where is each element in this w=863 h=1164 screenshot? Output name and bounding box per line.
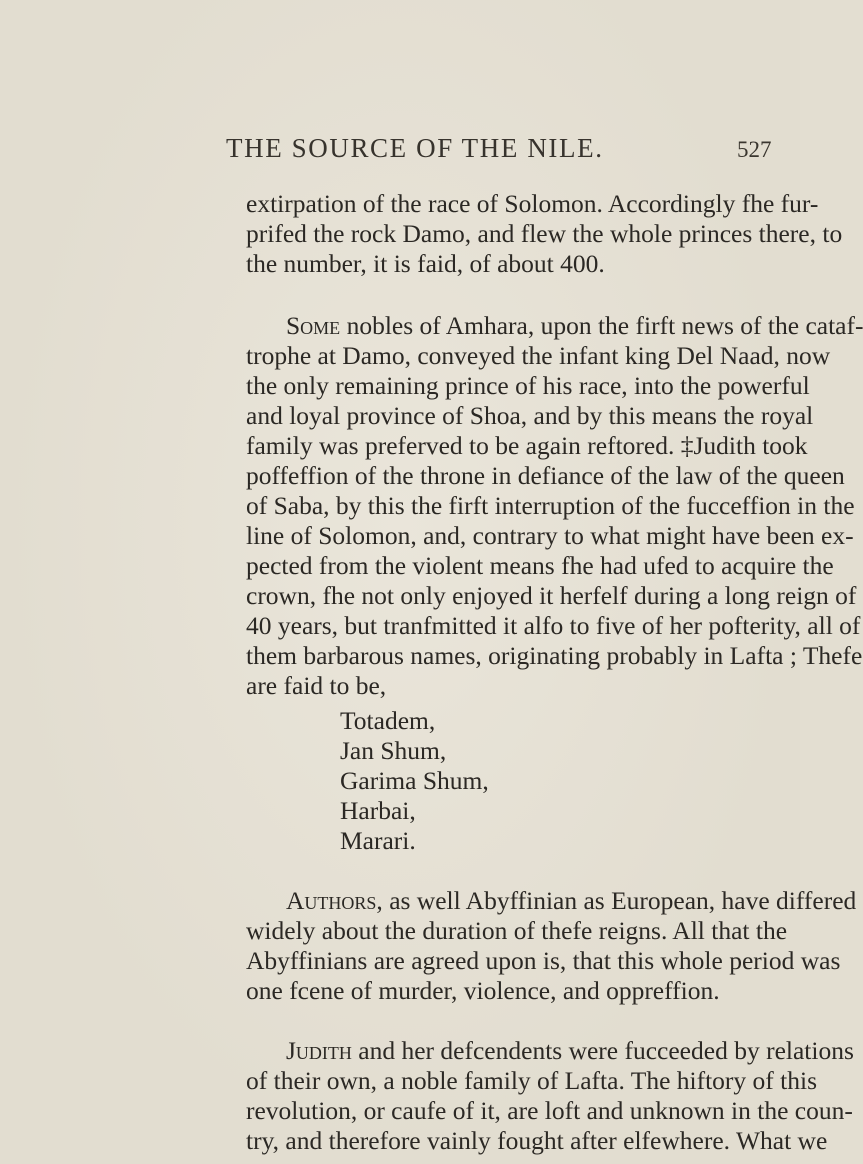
text-line: and loyal province of Shoa, and by this means the royal (246, 401, 814, 430)
king-name: Harbai, (340, 796, 416, 825)
text-line: poffeffion of the throne in defiance of the law of the queen (246, 461, 845, 490)
text-line: of their own, a noble family of Lafta. The hiftory of this (246, 1066, 817, 1095)
text-line: the only remaining prince of his race, into the powerful (246, 371, 810, 400)
text-line: revolution, or caufe of it, are loft and unknown in the coun- (246, 1096, 853, 1125)
text-line: extirpation of the race of Solomon. Accordingly fhe fur- (246, 189, 819, 218)
running-head: THE SOURCE OF THE NILE. (226, 133, 604, 163)
text-line: are faid to be, (246, 671, 387, 700)
paragraph-first-line (286, 886, 856, 916)
text-line: Abyffinians are agreed upon is, that this whole period was (246, 946, 841, 975)
king-name: Totadem, (340, 706, 436, 735)
text-line: widely about the duration of thefe reigns. All that the (246, 916, 788, 945)
text-line: family was preferved to be again reftored. ‡Judith took (246, 431, 808, 460)
text-line: line of Solomon, and, contrary to what might have been ex- (246, 521, 854, 550)
paragraph-first-line (286, 311, 863, 341)
text-line: pected from the violent means fhe had ufed to acquire the (246, 551, 834, 580)
paragraph-lead-word: Judith (286, 1036, 352, 1065)
paragraph-first-line (286, 1036, 854, 1066)
text-line: nobles of Amhara, upon the firft news of the cataf- (340, 311, 863, 340)
text-line: of Saba, by this the firft interruption of the fucceffion in the (246, 491, 855, 520)
text-line: try, and therefore vainly fought after elfewhere. What we (246, 1126, 828, 1155)
text-line: prifed the rock Damo, and flew the whole princes there, to (246, 219, 843, 248)
text-line: crown, fhe not only enjoyed it herfelf during a long reign of (246, 581, 857, 610)
text-line: one fcene of murder, violence, and oppreffion. (246, 976, 720, 1005)
text-line: and her defcendents were fucceeded by relations (351, 1036, 854, 1065)
text-line: trophe at Damo, conveyed the infant king Del Naad, now (246, 341, 831, 370)
paragraph-lead-word: Some (286, 311, 341, 340)
king-name: Garima Shum, (340, 766, 489, 795)
king-name: Marari. (340, 826, 416, 855)
paragraph-lead-word: Authors, (286, 886, 383, 915)
text-line: as well Abyffinian as European, have differed (382, 886, 857, 915)
page-number: 527 (737, 137, 772, 162)
page-header (0, 133, 800, 173)
king-name: Jan Shum, (340, 736, 447, 765)
text-line: 40 years, but tranfmitted it alfo to five of her pofterity, all of (246, 611, 861, 640)
text-line: them barbarous names, originating probably in Lafta ; Thefe (246, 641, 863, 670)
text-line: the number, it is faid, of about 400. (246, 249, 605, 278)
